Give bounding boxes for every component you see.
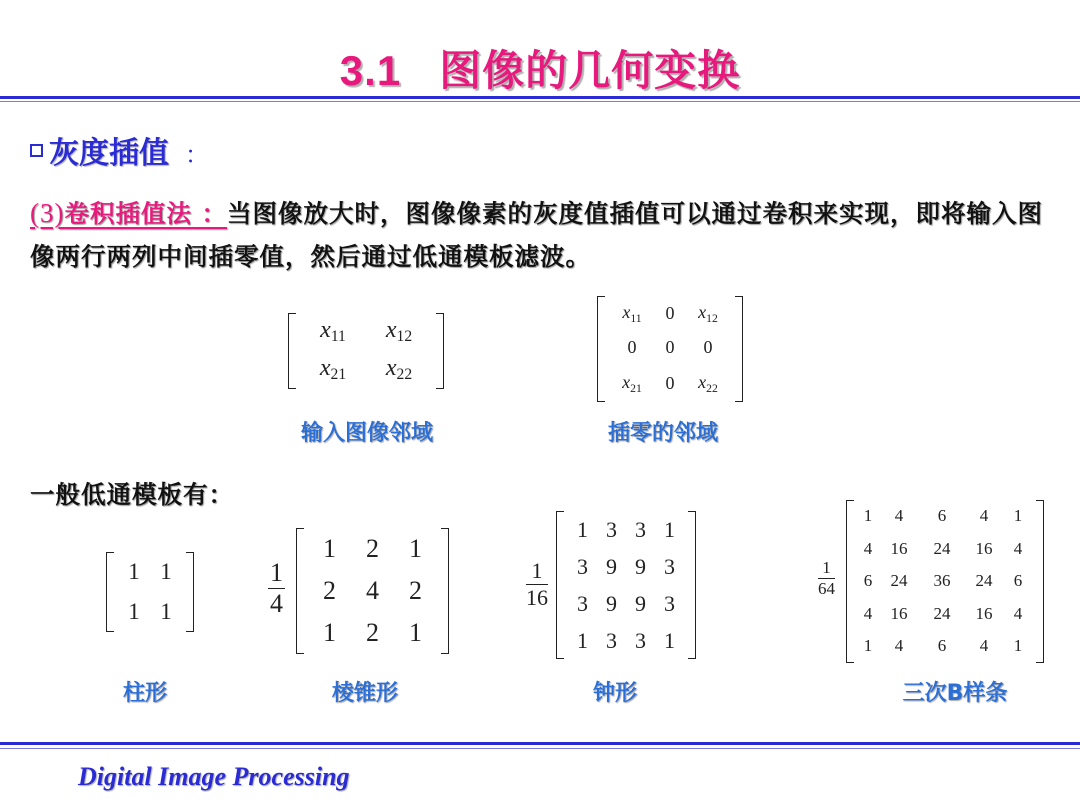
bell-template-caption: 钟形 — [592, 681, 637, 706]
pyramid-template-caption: 棱锥形 — [331, 681, 398, 706]
column-template-matrix: 1 1 1 1 — [106, 552, 194, 632]
zero-neighborhood-caption: 插零的邻域 — [607, 421, 718, 446]
bspline-template-matrix: 1 4 6 4 1 4 16 24 16 4 6 24 36 24 6 4 16 24 16 4 1 4 6 4 1 — [846, 500, 1044, 663]
slide-title — [0, 38, 1080, 98]
column-template-caption: 柱形 — [122, 681, 167, 706]
top-divider-thin — [0, 101, 1080, 102]
bell-scale-fraction: $\frac{1}{16}$ — [526, 558, 548, 610]
pyramid-template-matrix: 1 2 1 2 4 2 1 2 1 — [296, 528, 449, 654]
section-heading-text: 灰度插值 — [49, 136, 169, 171]
top-divider — [0, 96, 1080, 99]
paragraph-body: 当图像放大时，图像像素的灰度值插值可以通过卷积来实现，即将输入图像两行两列中间插零值，然后通过低通模板滤波。 — [30, 199, 1044, 271]
input-neighborhood-caption: 输入图像邻域 — [300, 421, 433, 446]
bottom-divider — [0, 742, 1080, 745]
pyramid-scale-fraction: $\frac{1}{4}$ — [270, 558, 283, 618]
bell-template-matrix: 1 3 3 1 3 9 9 3 3 9 9 3 1 3 3 1 — [556, 511, 696, 659]
title-text: 图像的几何变换 — [439, 46, 741, 95]
description-paragraph — [30, 192, 1050, 278]
bspline-scale-fraction: $\frac{1}{64}$ — [818, 558, 835, 598]
input-neighborhood-matrix: $x_{11}$ $x_{12}$ $x_{21}$ $x_{22}$ — [288, 313, 444, 389]
footer-course-title: Digital Image Processing — [78, 762, 350, 791]
section-number: 3.1 — [339, 47, 402, 94]
section-heading — [30, 128, 209, 172]
square-bullet-icon — [30, 144, 43, 157]
templates-heading: 一般低通模板有： — [30, 480, 234, 509]
bottom-divider-thin — [0, 748, 1080, 749]
zero-neighborhood-matrix: $x_{11}$ 0 $x_{12}$ 0 0 0 $x_{21}$ 0 $x_{22}$ — [597, 296, 743, 402]
section-colon: ： — [185, 141, 209, 169]
bspline-template-caption: 三次B样条 — [902, 681, 1008, 706]
method-label: (3)卷积插值法 ： — [30, 198, 228, 228]
